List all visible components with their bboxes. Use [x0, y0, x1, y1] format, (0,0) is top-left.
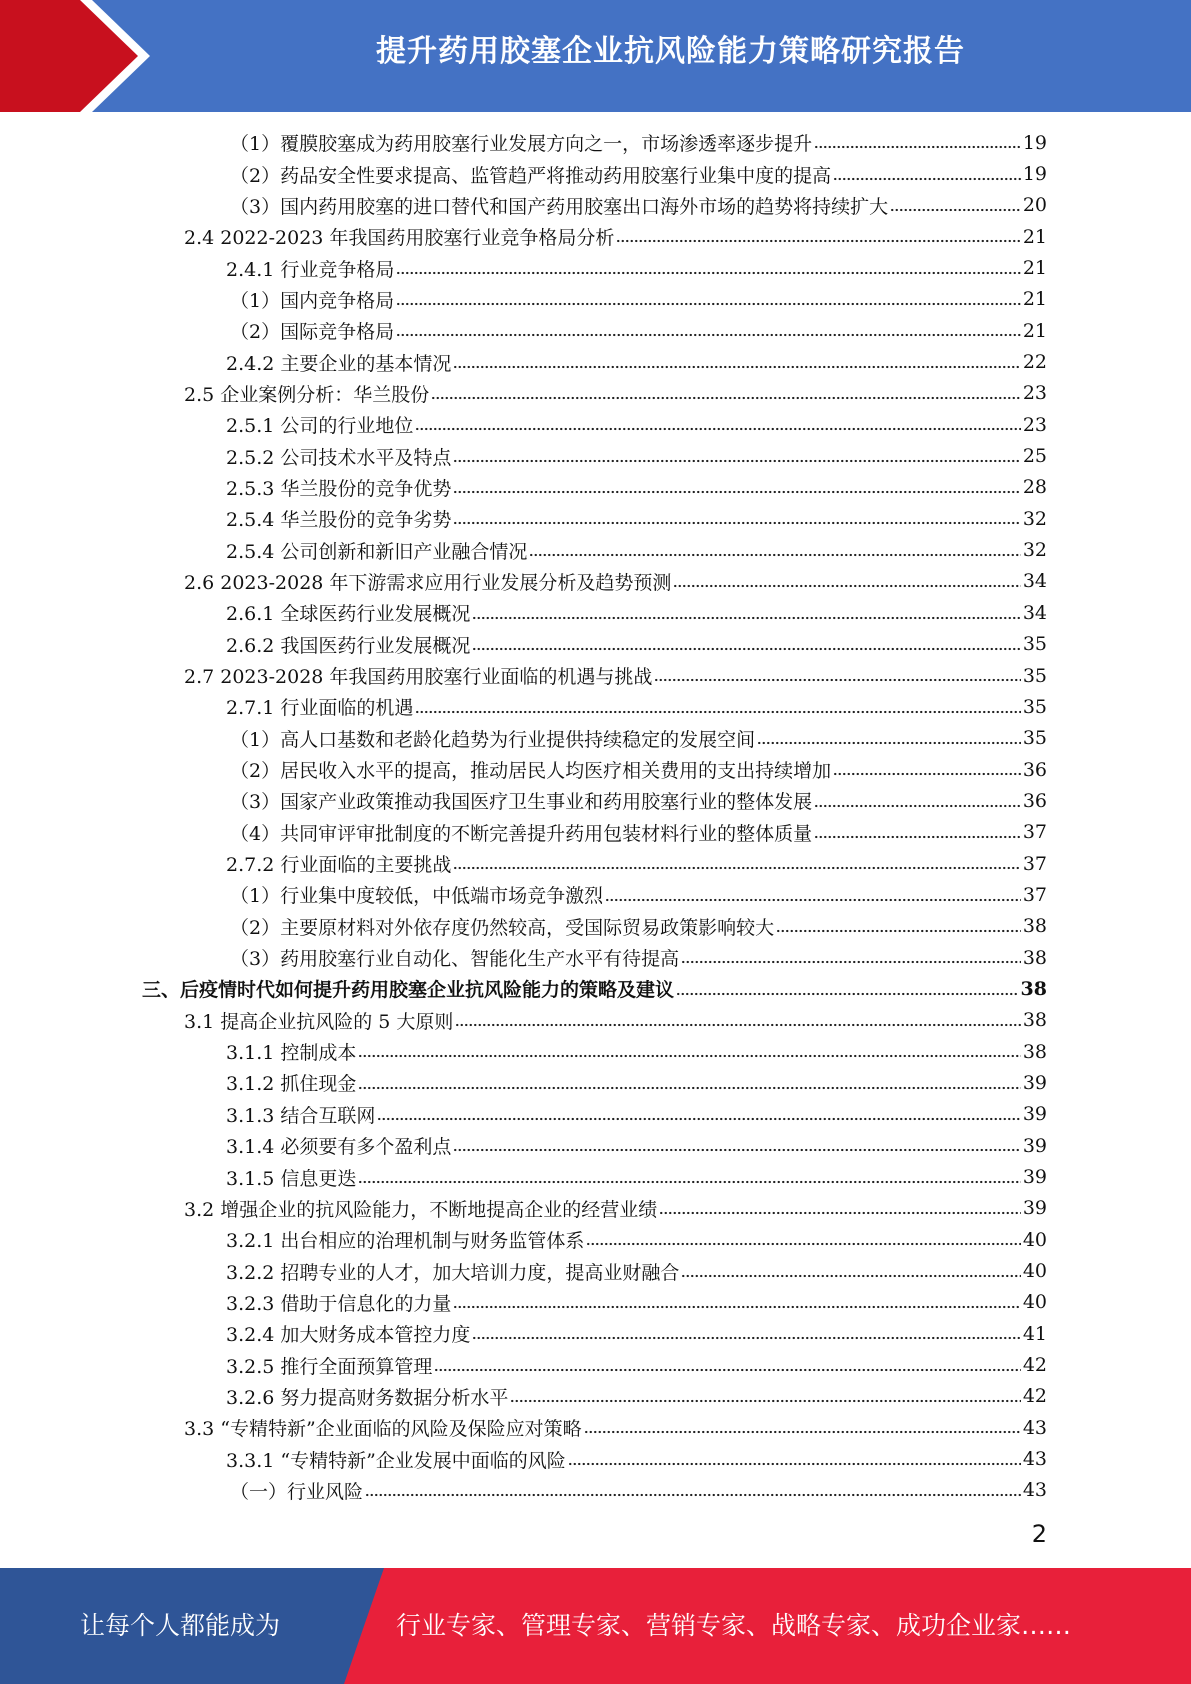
toc-entry-title: （1）行业集中度较低，中低端市场竞争激烈: [230, 885, 604, 908]
toc-entry-title: 3.2.1 出台相应的治理机制与财务监管体系: [226, 1230, 585, 1253]
toc-entry-page: 21: [1022, 319, 1047, 342]
toc-entry-page: 41: [1022, 1322, 1047, 1345]
toc-entry[interactable]: [0, 284, 1191, 315]
toc-entry[interactable]: [0, 472, 1191, 503]
toc-entry[interactable]: [0, 1255, 1191, 1286]
toc-entry-title: 3.2 增强企业的抗风险能力，不断地提高企业的经营业绩: [184, 1198, 658, 1221]
toc-entry-page: 23: [1022, 413, 1047, 436]
toc-dot-leader: [415, 709, 1020, 715]
toc-dot-leader: [833, 176, 1021, 182]
toc-entry-title: 3.1.4 必须要有多个盈利点: [226, 1136, 452, 1159]
toc-entry-title: 2.7.1 行业面临的机遇: [226, 697, 414, 720]
toc-entry[interactable]: [0, 566, 1191, 597]
toc-entry[interactable]: [0, 973, 1191, 1004]
toc-dot-leader: [510, 1398, 1020, 1404]
toc-entry-page: 38: [1020, 977, 1047, 1000]
toc-entry-title: 3.2.3 借助于信息化的力量: [226, 1292, 452, 1315]
toc-entry-page: 34: [1022, 570, 1047, 593]
toc-entry-title: （一）行业风险: [230, 1480, 364, 1503]
toc-dot-leader: [814, 144, 1021, 150]
toc-entry-title: 2.4 2022-2023 年我国药用胶塞行业竞争格局分析: [184, 227, 615, 250]
toc-entry-page: 39: [1022, 1134, 1047, 1157]
toc-entry-page: 39: [1022, 1071, 1047, 1094]
toc-entry[interactable]: [0, 1036, 1191, 1067]
toc-entry-title: （4）共同审评审批制度的不断完善提升药用包装材料行业的整体质量: [230, 822, 813, 845]
toc-entry-page: 32: [1022, 539, 1047, 562]
toc-entry-title: 3.1.5 信息更迭: [226, 1167, 357, 1190]
toc-entry-page: 43: [1022, 1479, 1047, 1502]
toc-entry-title: 2.5.1 公司的行业地位: [226, 415, 414, 438]
toc-entry[interactable]: [0, 378, 1191, 409]
report-title: 提升药用胶塞企业抗风险能力策略研究报告: [376, 34, 965, 69]
toc-dot-leader: [472, 646, 1020, 652]
toc-entry-page: 37: [1022, 852, 1047, 875]
toc-entry[interactable]: [0, 660, 1191, 691]
toc-dot-leader: [358, 1085, 1020, 1091]
toc-entry-title: 3.3 “专精特新”企业面临的风险及保险应对策略: [184, 1418, 582, 1441]
toc-entry-page: 39: [1022, 1103, 1047, 1126]
toc-dot-leader: [453, 520, 1020, 526]
toc-dot-leader: [472, 1335, 1020, 1341]
toc-entry[interactable]: [0, 315, 1191, 346]
toc-entry[interactable]: [0, 723, 1191, 754]
toc-entry-title: 2.4.2 主要企业的基本情况: [226, 352, 452, 375]
toc-entry-page: 19: [1022, 163, 1047, 186]
toc-dot-leader: [396, 270, 1020, 276]
toc-entry-title: （2）居民收入水平的提高，推动居民人均医疗相关费用的支出持续增加: [230, 760, 832, 783]
toc-entry-title: 2.5.3 华兰股份的竞争优势: [226, 477, 452, 500]
header-chevron-icon: [0, 0, 160, 112]
toc-entry-title: （2）药品安全性要求提高、监管趋严将推动药用胶塞行业集中度的提高: [230, 164, 832, 187]
toc-entry[interactable]: [0, 1130, 1191, 1161]
toc-entry[interactable]: [0, 221, 1191, 252]
toc-dot-leader: [605, 897, 1021, 903]
toc-entry[interactable]: [0, 1099, 1191, 1130]
page-number: 2: [1031, 1520, 1047, 1548]
toc-entry-page: 39: [1022, 1197, 1047, 1220]
toc-entry-title: （1）覆膜胶塞成为药用胶塞行业发展方向之一，市场渗透率逐步提升: [230, 133, 813, 156]
toc-entry-title: 3.2.2 招聘专业的人才，加大培训力度，提高业财融合: [226, 1261, 680, 1284]
toc-dot-leader: [681, 959, 1021, 965]
toc-dot-leader: [358, 1179, 1020, 1185]
toc-entry-title: （2）主要原材料对外依存度仍然较高，受国际贸易政策影响较大: [230, 916, 775, 939]
toc-dot-leader: [814, 834, 1021, 840]
toc-entry-page: 23: [1022, 382, 1047, 405]
toc-dot-leader: [814, 803, 1021, 809]
toc-entry[interactable]: [0, 911, 1191, 942]
toc-entry[interactable]: [0, 1287, 1191, 1318]
toc-dot-leader: [890, 207, 1021, 213]
toc-dot-leader: [584, 1429, 1021, 1435]
toc-dot-leader: [529, 552, 1020, 558]
toc-dot-leader: [659, 1210, 1021, 1216]
toc-entry-page: 38: [1022, 1009, 1047, 1032]
toc-entry-page: 42: [1022, 1354, 1047, 1377]
toc-entry[interactable]: [0, 629, 1191, 660]
toc-entry[interactable]: [0, 1318, 1191, 1349]
toc-entry-page: 25: [1022, 445, 1047, 468]
toc-entry[interactable]: [0, 1067, 1191, 1098]
toc-entry[interactable]: [0, 1381, 1191, 1412]
toc-entry-title: 3.1.3 结合互联网: [226, 1104, 376, 1127]
toc-entry[interactable]: [0, 1193, 1191, 1224]
toc-entry[interactable]: [0, 190, 1191, 221]
toc-entry[interactable]: [0, 503, 1191, 534]
toc-dot-leader: [472, 615, 1020, 621]
toc-entry-title: （3）国家产业政策推动我国医疗卫生事业和药用胶塞行业的整体发展: [230, 791, 813, 814]
toc-entry[interactable]: [0, 1224, 1191, 1255]
toc-entry-title: （1）国内竞争格局: [230, 289, 395, 312]
toc-entry-title: （2）国际竞争格局: [230, 321, 395, 344]
toc-entry[interactable]: [0, 817, 1191, 848]
toc-entry-page: 32: [1022, 507, 1047, 530]
toc-entry[interactable]: [0, 440, 1191, 471]
page-footer: [0, 1568, 1191, 1684]
toc-entry-page: 36: [1022, 758, 1047, 781]
toc-entry[interactable]: [0, 158, 1191, 189]
toc-entry[interactable]: [0, 785, 1191, 816]
toc-entry[interactable]: [0, 597, 1191, 628]
toc-entry-title: 3.1 提高企业抗风险的 5 大原则: [184, 1010, 454, 1033]
footer-slogan-right: 行业专家、管理专家、营销专家、战略专家、成功企业家……: [396, 1611, 1072, 1640]
toc-dot-leader: [453, 1304, 1020, 1310]
toc-entry-title: 2.7 2023-2028 年我国药用胶塞行业面临的机遇与挑战: [184, 666, 653, 689]
toc-entry-page: 40: [1022, 1228, 1047, 1251]
toc-dot-leader: [434, 1367, 1020, 1373]
footer-slogan-left: 让每个人都能成为: [79, 1611, 280, 1640]
toc-entry-page: 22: [1022, 351, 1047, 374]
toc-entry-title: 3.2.6 努力提高财务数据分析水平: [226, 1386, 509, 1409]
toc-entry-title: 2.5.4 华兰股份的竞争劣势: [226, 509, 452, 532]
toc-entry-page: 21: [1022, 288, 1047, 311]
toc-entry[interactable]: [0, 942, 1191, 973]
toc-entry-title: 2.6.2 我国医药行业发展概况: [226, 634, 471, 657]
toc-entry-page: 20: [1022, 194, 1047, 217]
toc-dot-leader: [358, 1053, 1020, 1059]
toc-dot-leader: [396, 332, 1021, 338]
toc-entry-title: 2.7.2 行业面临的主要挑战: [226, 854, 452, 877]
toc-entry-page: 40: [1022, 1291, 1047, 1314]
toc-entry[interactable]: [0, 1412, 1191, 1443]
toc-entry-page: 34: [1022, 601, 1047, 624]
toc-entry[interactable]: [0, 1443, 1191, 1474]
toc-entry[interactable]: [0, 1475, 1191, 1506]
toc-dot-leader: [377, 1116, 1020, 1122]
toc-entry-title: 2.5.2 公司技术水平及特点: [226, 446, 452, 469]
toc-entry-title: 三、后疫情时代如何提升药用胶塞企业抗风险能力的策略及建议: [142, 979, 675, 1002]
toc-dot-leader: [431, 395, 1021, 401]
toc-entry-page: 35: [1022, 727, 1047, 750]
toc-dot-leader: [453, 865, 1020, 871]
toc-entry-page: 42: [1022, 1385, 1047, 1408]
toc-entry-title: 2.5 企业案例分析：华兰股份: [184, 383, 430, 406]
toc-entry-page: 43: [1022, 1416, 1047, 1439]
toc-entry[interactable]: [0, 127, 1191, 158]
toc-entry-page: 35: [1022, 664, 1047, 687]
toc-entry-page: 35: [1022, 695, 1047, 718]
toc-entry-page: 38: [1022, 915, 1047, 938]
toc-entry[interactable]: [0, 534, 1191, 565]
toc-dot-leader: [415, 426, 1020, 432]
toc-entry-title: 2.4.1 行业竞争格局: [226, 258, 395, 281]
toc-entry-title: 3.1.2 抓住现金: [226, 1073, 357, 1096]
toc-dot-leader: [453, 489, 1020, 495]
toc-entry-page: 37: [1022, 883, 1047, 906]
toc-dot-leader: [365, 1492, 1021, 1498]
toc-dot-leader: [396, 301, 1021, 307]
toc-entry-title: 3.2.5 推行全面预算管理: [226, 1355, 433, 1378]
toc-dot-leader: [568, 1461, 1021, 1467]
toc-entry-title: 3.2.4 加大财务成本管控力度: [226, 1324, 471, 1347]
toc-entry[interactable]: [0, 1161, 1191, 1192]
toc-entry[interactable]: [0, 346, 1191, 377]
toc-entry[interactable]: [0, 409, 1191, 440]
toc-dot-leader: [453, 364, 1020, 370]
toc-entry-title: 2.6 2023-2028 年下游需求应用行业发展分析及趋势预测: [184, 571, 672, 594]
toc-dot-leader: [776, 928, 1021, 934]
toc-dot-leader: [616, 238, 1020, 244]
toc-entry-page: 36: [1022, 789, 1047, 812]
toc-entry-page: 28: [1022, 476, 1047, 499]
toc-entry[interactable]: [0, 1005, 1191, 1036]
toc-dot-leader: [453, 458, 1020, 464]
toc-entry-title: （3）国内药用胶塞的进口替代和国产药用胶塞出口海外市场的趋势将持续扩大: [230, 195, 889, 218]
page-header: [0, 0, 1191, 112]
toc-entry-page: 21: [1022, 257, 1047, 280]
toc-entry-page: 37: [1022, 821, 1047, 844]
toc-entry-title: 2.5.4 公司创新和新旧产业融合情况: [226, 540, 528, 563]
toc-dot-leader: [586, 1241, 1020, 1247]
toc-entry-page: 35: [1022, 633, 1047, 656]
toc-dot-leader: [673, 583, 1020, 589]
toc-entry-page: 21: [1022, 225, 1047, 248]
toc-dot-leader: [453, 1147, 1020, 1153]
toc-entry-page: 19: [1022, 131, 1047, 154]
toc-entry-page: 38: [1022, 1040, 1047, 1063]
toc-entry[interactable]: [0, 1349, 1191, 1380]
toc-entry[interactable]: [0, 754, 1191, 785]
toc-dot-leader: [455, 1022, 1020, 1028]
toc-entry-page: 39: [1022, 1166, 1047, 1189]
table-of-contents: [0, 127, 1191, 1506]
toc-entry-title: （3）药用胶塞行业自动化、智能化生产水平有待提高: [230, 948, 680, 971]
toc-dot-leader: [654, 677, 1020, 683]
toc-dot-leader: [833, 771, 1021, 777]
toc-entry-title: （1）高人口基数和老龄化趋势为行业提供持续稳定的发展空间: [230, 728, 756, 751]
toc-entry-page: 43: [1022, 1448, 1047, 1471]
toc-entry-title: 3.3.1 “专精特新”企业发展中面临的风险: [226, 1449, 566, 1472]
toc-dot-leader: [676, 991, 1019, 997]
toc-entry[interactable]: [0, 691, 1191, 722]
toc-entry[interactable]: [0, 848, 1191, 879]
toc-dot-leader: [757, 740, 1021, 746]
toc-entry[interactable]: [0, 252, 1191, 283]
toc-entry[interactable]: [0, 879, 1191, 910]
toc-entry-page: 40: [1022, 1260, 1047, 1283]
toc-entry-page: 38: [1022, 946, 1047, 969]
toc-dot-leader: [681, 1273, 1020, 1279]
toc-entry-title: 2.6.1 全球医药行业发展概况: [226, 603, 471, 626]
toc-entry-title: 3.1.1 控制成本: [226, 1042, 357, 1065]
